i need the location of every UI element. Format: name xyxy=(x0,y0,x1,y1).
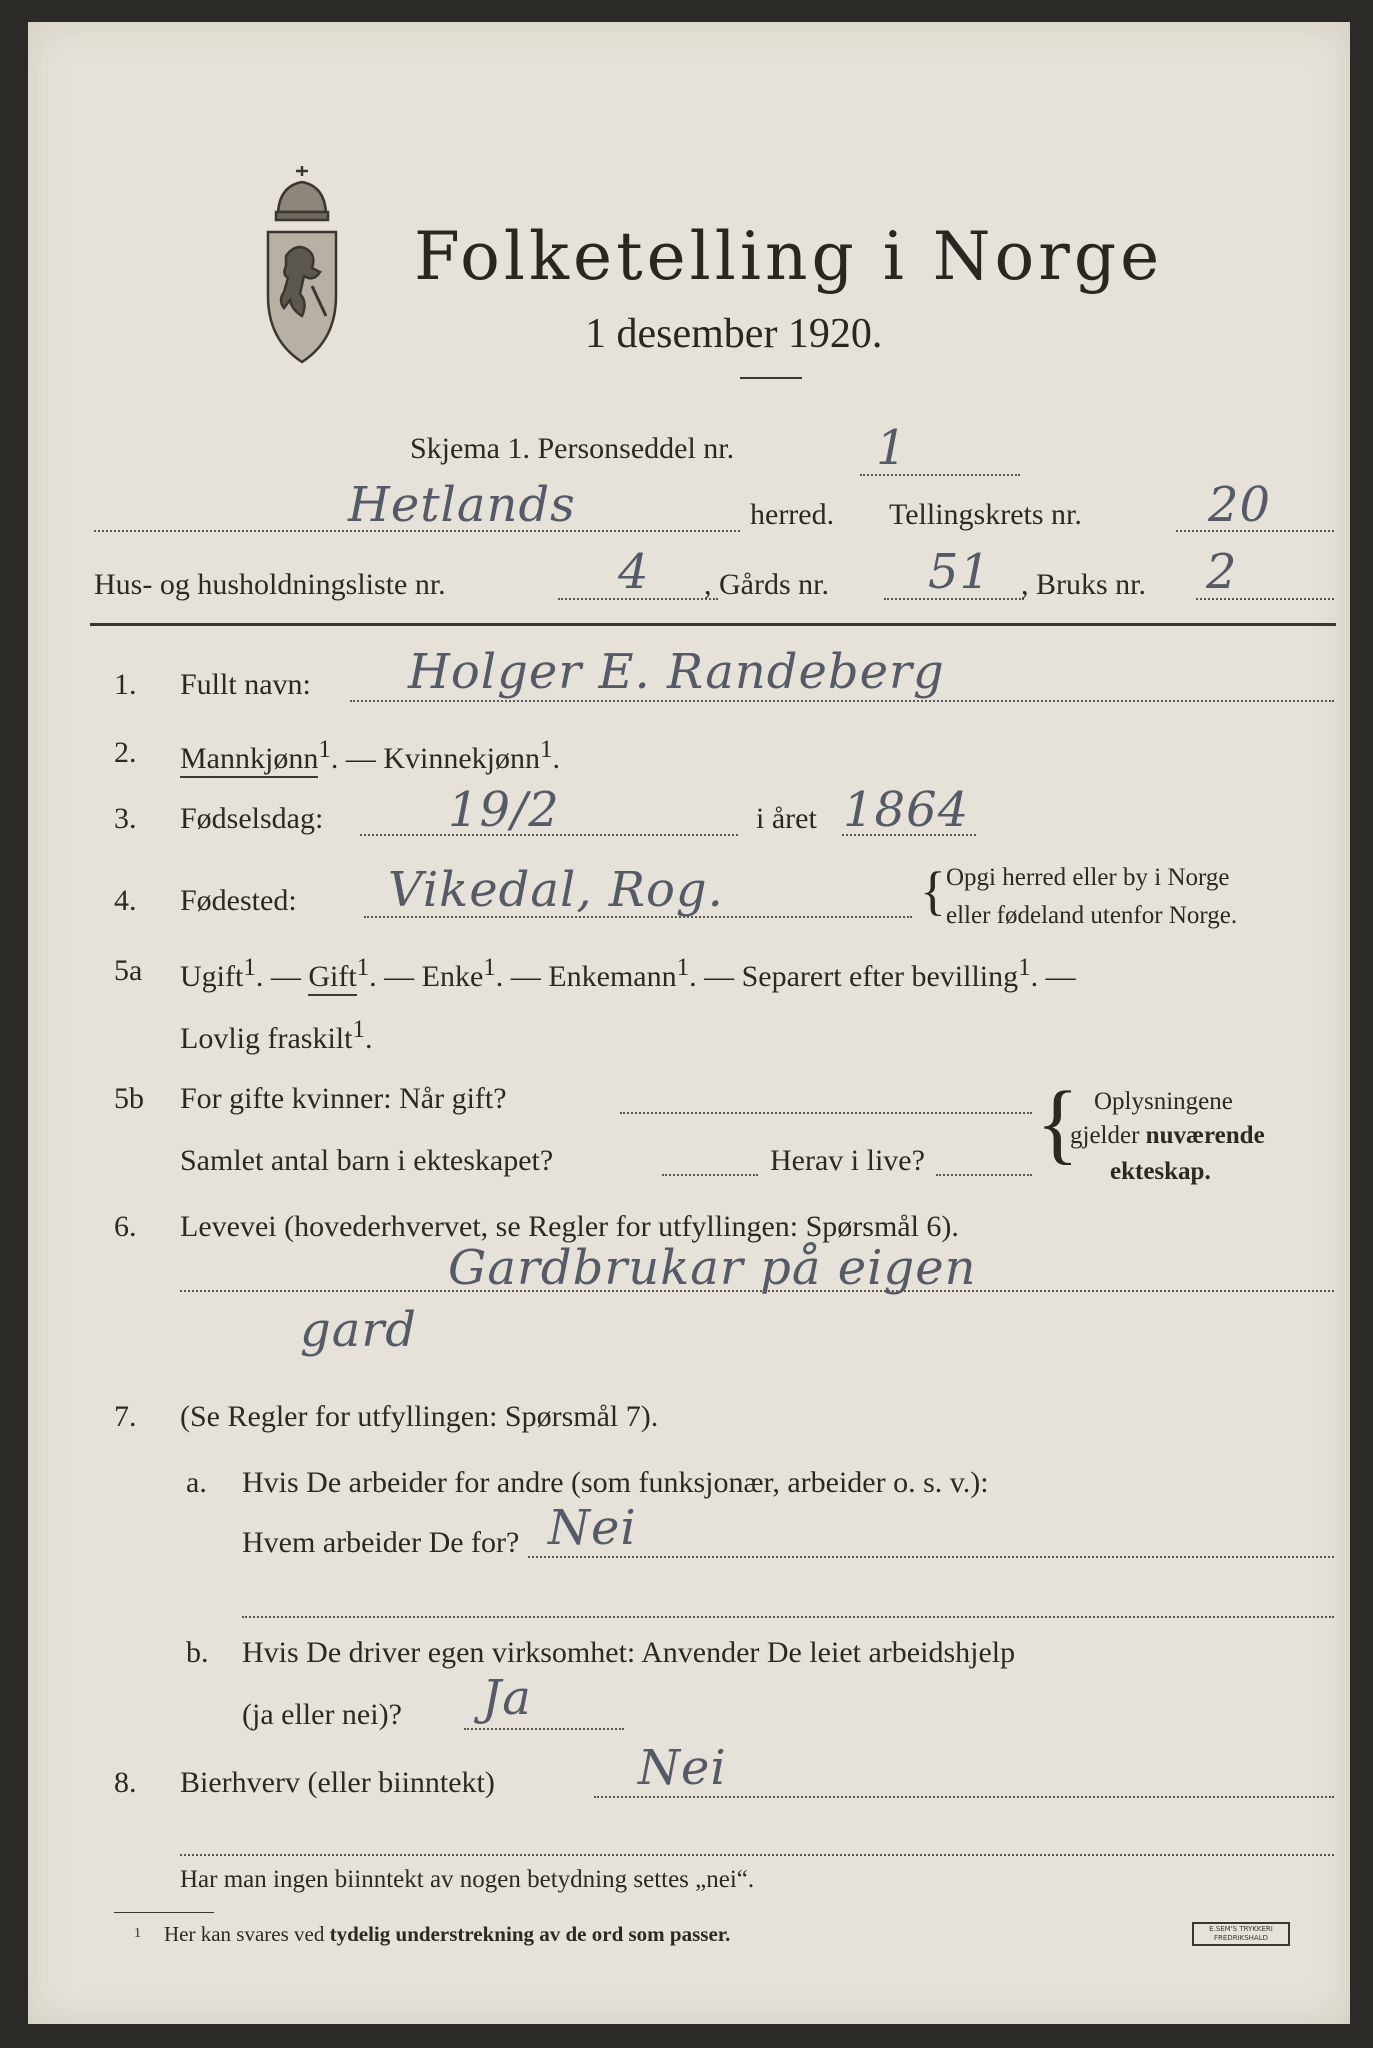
full-name-answer[interactable]: Holger E. Randeberg xyxy=(408,644,945,700)
schema-label: Skjema 1. Personseddel nr. xyxy=(410,432,735,465)
q8-number: 8. xyxy=(114,1766,137,1799)
q6-label: Levevei (hovederhvervet, se Regler for utfyllingen: Spørsmål 6). xyxy=(180,1210,959,1243)
census-date: 1 desember 1920. xyxy=(585,311,883,357)
q7b-field-line xyxy=(464,1728,624,1730)
census-form-page xyxy=(28,22,1350,2024)
q1-number: 1. xyxy=(114,668,137,701)
footnote-mark: 1 xyxy=(318,736,331,763)
footnote-mark: 1 xyxy=(243,954,256,981)
q4-note-line1: Opgi herred eller by i Norge xyxy=(946,864,1230,891)
printer-stamp-line2: FREDRIKSHALD xyxy=(1213,1934,1268,1942)
birthday-answer[interactable]: 19/2 xyxy=(448,782,560,838)
herred-label: herred. xyxy=(750,498,835,531)
q5a-end: . xyxy=(364,1022,373,1055)
q5b-married-field-line xyxy=(620,1112,1032,1114)
occupation-answer-line1[interactable]: Gardbrukar på eigen xyxy=(448,1240,977,1296)
hired-help-answer[interactable]: Ja xyxy=(482,1670,532,1726)
norwegian-coat-of-arms-icon xyxy=(254,160,350,372)
q5a-line2 xyxy=(180,1016,372,1056)
q1-field-line xyxy=(350,700,1334,702)
q5b-note-line3: ekteskap. xyxy=(1110,1158,1211,1185)
q2-gender-options xyxy=(180,736,560,776)
q2-end: . xyxy=(552,742,560,775)
herred-name[interactable]: Hetlands xyxy=(348,477,576,533)
q5b-note-current: nuværende xyxy=(1145,1122,1265,1149)
q5b-note-line2 xyxy=(1070,1122,1265,1150)
separator: . — xyxy=(1030,960,1076,993)
q7a-letter: a. xyxy=(186,1466,207,1499)
printer-stamp-line1: E.SEM'S TRYKKERI xyxy=(1209,1925,1273,1933)
note-brace: { xyxy=(1036,1074,1080,1173)
note-brace: { xyxy=(920,861,946,921)
q5b-alive-field-line xyxy=(936,1174,1032,1176)
q4-number: 4. xyxy=(114,884,137,917)
unmarried-option[interactable]: Ugift xyxy=(180,960,244,993)
q3-label: Fødselsdag: xyxy=(180,802,324,835)
q8-field-line xyxy=(594,1796,1334,1798)
q7b-question: (ja eller nei)? xyxy=(242,1698,402,1731)
male-option-underlined[interactable]: Mannkjønn xyxy=(180,742,318,778)
footnote-text-b: tydelig understrekning av de ord som passer. xyxy=(329,1922,731,1946)
q5b-alive-label: Herav i live? xyxy=(770,1144,925,1177)
side-income-answer[interactable]: Nei xyxy=(638,1740,727,1796)
section-rule xyxy=(90,623,1336,626)
footnote-text-a: Her kan svares ved xyxy=(164,1922,325,1946)
q5b-children-field-line xyxy=(662,1174,758,1176)
footnote-mark: 1 xyxy=(356,954,370,981)
q7b-letter: b. xyxy=(186,1636,209,1669)
divorced-option[interactable]: Lovlig fraskilt xyxy=(180,1022,353,1055)
q3-year-label: i året xyxy=(756,802,817,835)
birth-year-answer[interactable]: 1864 xyxy=(843,782,970,838)
bruks-label: , Bruks nr. xyxy=(1021,568,1147,601)
footnote-number: 1 xyxy=(134,1926,141,1941)
q3-number: 3. xyxy=(114,802,137,835)
husholdningsliste-number[interactable]: 4 xyxy=(618,544,650,600)
q7a-text: Hvis De arbeider for andre (som funksjonær, arbeider o. s. v.): xyxy=(242,1466,989,1499)
q5b-children-label: Samlet antal barn i ekteskapet? xyxy=(180,1144,554,1177)
gards-label: , Gårds nr. xyxy=(704,568,829,601)
form-title: Folketelling i Norge xyxy=(414,218,1164,295)
q7a-field-line xyxy=(528,1556,1334,1558)
widow-option[interactable]: . — Enke xyxy=(369,960,484,993)
q1-label: Fullt navn: xyxy=(180,668,311,701)
q5b-line1: For gifte kvinner: Når gift? xyxy=(180,1082,507,1115)
q7-label: (Se Regler for utfyllingen: Spørsmål 7). xyxy=(180,1400,659,1433)
occupation-answer-line2[interactable]: gard xyxy=(300,1302,418,1358)
q7a-question: Hvem arbeider De for? xyxy=(242,1526,520,1559)
q8-note: Har man ingen biinntekt av nogen betydning settes „nei“. xyxy=(180,1866,755,1893)
q5a-marital-options xyxy=(180,954,1076,994)
q5a-number: 5a xyxy=(114,954,143,987)
personseddel-number[interactable]: 1 xyxy=(876,420,908,476)
q4-label: Fødested: xyxy=(180,884,297,917)
footnote-mark: 1 xyxy=(1018,954,1031,981)
q5b-note-gjelder: gjelder xyxy=(1070,1122,1140,1149)
female-option[interactable]: . — Kvinnekjønn xyxy=(330,742,540,775)
separated-option[interactable]: . — Separert efter bevilling xyxy=(689,960,1019,993)
header-divider xyxy=(740,377,802,379)
tellingskrets-number[interactable]: 20 xyxy=(1208,477,1272,533)
printer-stamp xyxy=(1192,1922,1290,1946)
q5b-number: 5b xyxy=(114,1082,144,1115)
tellingskrets-label: Tellingskrets nr. xyxy=(889,498,1082,531)
footnote-mark: 1 xyxy=(483,954,496,981)
married-option-underlined[interactable]: Gift xyxy=(308,960,356,996)
q7a-extra-line xyxy=(242,1616,1334,1618)
q8-extra-line xyxy=(180,1854,1334,1856)
bruks-number[interactable]: 2 xyxy=(1206,544,1238,600)
widower-option[interactable]: . — Enkemann xyxy=(495,960,677,993)
footnote-text xyxy=(164,1922,730,1947)
footnote-mark: 1 xyxy=(352,1016,365,1043)
q6-number: 6. xyxy=(114,1210,137,1243)
footnote-mark: 1 xyxy=(539,736,553,763)
separator: . — xyxy=(255,960,301,993)
footnote-mark: 1 xyxy=(676,954,690,981)
q7b-text: Hvis De driver egen virksomhet: Anvender De leiet arbeidshjelp xyxy=(242,1636,1016,1669)
footnote-rule xyxy=(114,1912,214,1913)
q8-label: Bierhverv (eller biinntekt) xyxy=(180,1766,495,1799)
q4-note-line2: eller fødeland utenfor Norge. xyxy=(946,902,1238,929)
employer-answer[interactable]: Nei xyxy=(548,1500,637,1556)
birthplace-answer[interactable]: Vikedal, Rog. xyxy=(388,862,724,918)
q5b-note-line1: Oplysningene xyxy=(1094,1088,1233,1115)
gards-number[interactable]: 51 xyxy=(928,544,992,600)
husholdningsliste-label: Hus- og husholdningsliste nr. xyxy=(94,568,446,601)
q7-number: 7. xyxy=(114,1400,137,1433)
q2-number: 2. xyxy=(114,736,137,769)
